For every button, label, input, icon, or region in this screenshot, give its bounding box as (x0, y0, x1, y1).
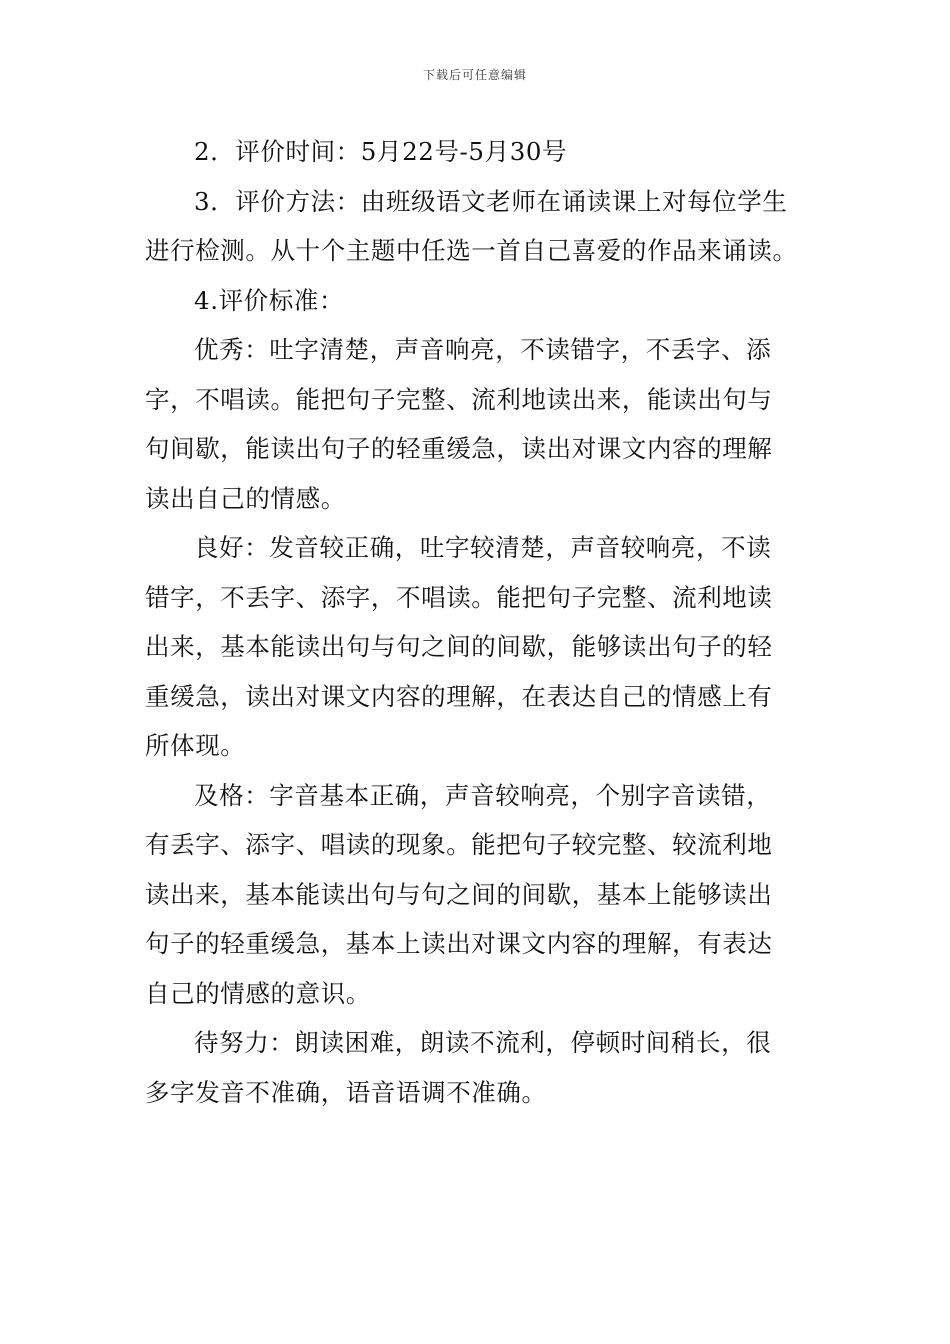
page-header: 下载后可任意编辑 (422, 68, 527, 82)
text-line: 自己的情感的意识。 (145, 978, 371, 1008)
text-line: 有丢字、添字、唱读的现象。能把句子较完整、较流利地 (145, 830, 773, 859)
text-line: 3．评价方法：由班级语文老师在诵读课上对每位学生 (194, 186, 788, 216)
text-line: 待努力：朗读困难，朗读不流利，停顿时间稍长，很 (194, 1028, 772, 1057)
paragraph-eval-standard (145, 276, 810, 326)
text-line: 进行检测。从十个主题中任选一首自己喜爱的作品来诵读。 (145, 236, 798, 265)
text-line: 及格：字音基本正确，声音较响亮，个别字音读错， (194, 780, 772, 810)
text-line: 所体现。 (145, 731, 246, 760)
text-line: 优秀：吐字清楚，声音响亮，不读错字，不丢字、添 (194, 335, 772, 364)
text-line: 读出自己的情感。 (145, 483, 346, 513)
text-line: 2．评价时间：5月22号-5月30号 (194, 137, 568, 166)
paragraph-excellent (145, 325, 810, 523)
text-line: 字，不唱读。能把句子完整、流利地读出来，能读出句与 (145, 384, 773, 414)
text-line: 句间歇，能读出句子的轻重缓急，读出对课文内容的理解 (145, 434, 773, 463)
text-line: 错字，不丢字、添字，不唱读。能把句子完整、流利地读 (145, 582, 773, 612)
text-line: 重缓急，读出对课文内容的理解，在表达自己的情感上有 (145, 681, 773, 711)
document-body (145, 127, 810, 1117)
paragraph-pass (145, 771, 810, 1019)
paragraph-needs-effort (145, 1018, 810, 1117)
text-line: 良好：发音较正确，吐字较清楚，声音较响亮，不读 (194, 533, 772, 562)
paragraph-eval-time (145, 127, 810, 177)
paragraph-eval-method (145, 177, 810, 276)
text-line: 句子的轻重缓急，基本上读出对课文内容的理解，有表达 (145, 929, 773, 958)
text-line: 4.评价标准： (194, 285, 345, 315)
text-line: 出来，基本能读出句与句之间的间歇，能够读出句子的轻 (145, 632, 773, 661)
paragraph-good (145, 523, 810, 771)
text-line: 读出来，基本能读出句与句之间的间歇，基本上能够读出 (145, 879, 773, 909)
text-line: 多字发音不准确，语音语调不准确。 (145, 1077, 547, 1107)
